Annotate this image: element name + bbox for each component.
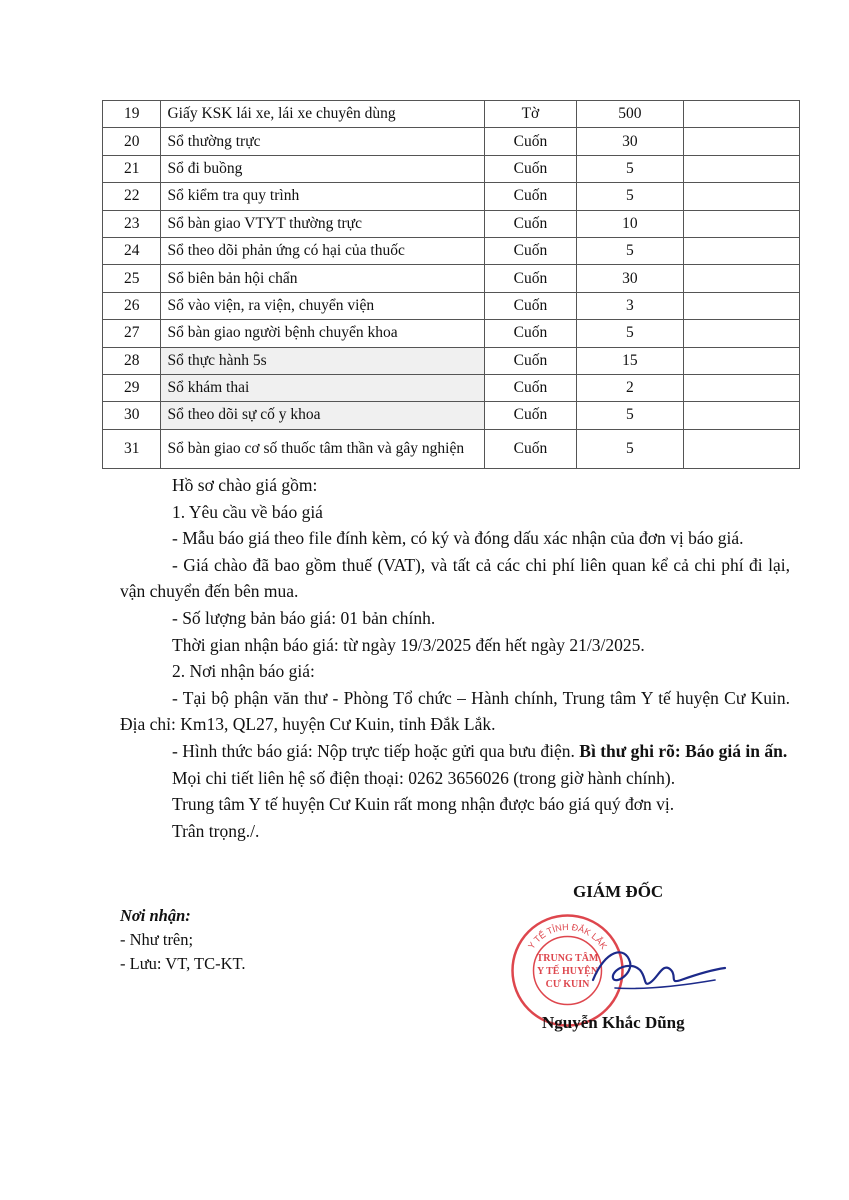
note-cell xyxy=(683,101,799,128)
envelope-note: Bì thư ghi rõ: Báo giá in ấn. xyxy=(579,740,788,761)
note-cell xyxy=(683,210,799,237)
row-number-cell: 26 xyxy=(103,292,161,319)
note-cell xyxy=(683,292,799,319)
recipients-title: Nơi nhận: xyxy=(120,906,191,925)
table-row xyxy=(103,374,800,401)
recipient-line: - Lưu: VT, TC-KT. xyxy=(120,954,246,973)
price-inclusion-requirement: - Giá chào đã bao gồm thuế (VAT), và tất cả các chi phí liên quan kể cả chi phí đi lại, vận chuyển đến bên mua. xyxy=(120,554,790,602)
receiving-address: - Tại bộ phận văn thư - Phòng Tổ chức – Hành chính, Trung tâm Y tế huyện Cư Kuin. Địa chỉ: Km13, QL27, huyện Cư Kuin, tỉnh Đắk Lắk. xyxy=(120,687,790,735)
section-1-heading: 1. Yêu cầu về báo giá xyxy=(172,501,323,522)
unit-cell: Cuốn xyxy=(484,183,576,210)
quote-form-requirement: - Mẫu báo giá theo file đính kèm, có ký và đóng dấu xác nhận của đơn vị báo giá. xyxy=(172,528,744,549)
item-name-cell: Sổ kiểm tra quy trình xyxy=(161,183,484,210)
table-row xyxy=(103,347,800,374)
table-row xyxy=(103,292,800,319)
table-row xyxy=(103,155,800,182)
table-row xyxy=(103,429,800,468)
recipients-block xyxy=(120,904,246,976)
unit-cell: Cuốn xyxy=(484,320,576,347)
row-number-cell: 31 xyxy=(103,429,161,468)
item-name-cell: Sổ bàn giao VTYT thường trực xyxy=(161,210,484,237)
item-name-cell: Sổ thường trực xyxy=(161,128,484,155)
quantity-cell: 2 xyxy=(577,374,684,401)
row-number-cell: 24 xyxy=(103,237,161,264)
note-cell xyxy=(683,183,799,210)
item-name-cell: Sổ đi buồng xyxy=(161,155,484,182)
row-number-cell: 30 xyxy=(103,402,161,429)
row-number-cell: 27 xyxy=(103,320,161,347)
quantity-cell: 5 xyxy=(577,183,684,210)
row-number-cell: 21 xyxy=(103,155,161,182)
table-row xyxy=(103,101,800,128)
recipient-line: - Như trên; xyxy=(120,930,194,949)
item-name-cell: Sổ khám thai xyxy=(161,374,484,401)
table-row xyxy=(103,237,800,264)
note-cell xyxy=(683,429,799,468)
receiving-period: Thời gian nhận báo giá: từ ngày 19/3/2025 đến hết ngày 21/3/2025. xyxy=(172,634,645,655)
table-row xyxy=(103,128,800,155)
quantity-cell: 10 xyxy=(577,210,684,237)
quantity-cell: 500 xyxy=(577,101,684,128)
unit-cell: Cuốn xyxy=(484,155,576,182)
row-number-cell: 29 xyxy=(103,374,161,401)
note-cell xyxy=(683,347,799,374)
item-name-cell: Sổ bàn giao cơ số thuốc tâm thần và gây nghiện xyxy=(161,429,484,468)
row-number-cell: 20 xyxy=(103,128,161,155)
director-title: GIÁM ĐỐC xyxy=(573,882,664,901)
unit-cell: Cuốn xyxy=(484,292,576,319)
contact-line: Mọi chi tiết liên hệ số điện thoại: 0262 3656026 (trong giờ hành chính). xyxy=(172,767,676,788)
unit-cell: Tờ xyxy=(484,101,576,128)
table-row xyxy=(103,265,800,292)
item-name-cell: Sổ theo dõi phản ứng có hại của thuốc xyxy=(161,237,484,264)
quantity-cell: 5 xyxy=(577,429,684,468)
quantity-cell: 5 xyxy=(577,237,684,264)
note-cell xyxy=(683,402,799,429)
row-number-cell: 22 xyxy=(103,183,161,210)
item-name-cell: Sổ thực hành 5s xyxy=(161,347,484,374)
quantity-cell: 30 xyxy=(577,265,684,292)
unit-cell: Cuốn xyxy=(484,210,576,237)
unit-cell: Cuốn xyxy=(484,237,576,264)
unit-cell: Cuốn xyxy=(484,347,576,374)
note-cell xyxy=(683,320,799,347)
seal-line: CƯ KUIN xyxy=(545,979,590,990)
unit-cell: Cuốn xyxy=(484,429,576,468)
unit-cell: Cuốn xyxy=(484,265,576,292)
row-number-cell: 25 xyxy=(103,265,161,292)
quantity-cell: 15 xyxy=(577,347,684,374)
note-cell xyxy=(683,237,799,264)
row-number-cell: 19 xyxy=(103,101,161,128)
seal-line: TRUNG TÂM xyxy=(536,953,599,964)
item-name-cell: Sổ bàn giao người bệnh chuyển khoa xyxy=(161,320,484,347)
submission-method xyxy=(120,738,790,765)
quotation-requirements xyxy=(120,472,790,844)
quantity-cell: 30 xyxy=(577,128,684,155)
table-row xyxy=(103,183,800,210)
submission-method-text: - Hình thức báo giá: Nộp trực tiếp hoặc gửi qua bưu điện. xyxy=(172,740,580,761)
row-number-cell: 28 xyxy=(103,347,161,374)
supplies-table xyxy=(102,100,800,469)
table-row xyxy=(103,402,800,429)
item-name-cell: Sổ biên bản hội chẩn xyxy=(161,265,484,292)
unit-cell: Cuốn xyxy=(484,374,576,401)
note-cell xyxy=(683,155,799,182)
item-name-cell: Sổ vào viện, ra viện, chuyển viện xyxy=(161,292,484,319)
regards-line: Trân trọng./. xyxy=(172,820,260,841)
section-2-heading: 2. Nơi nhận báo giá: xyxy=(172,661,315,682)
note-cell xyxy=(683,265,799,292)
note-cell xyxy=(683,128,799,155)
note-cell xyxy=(683,374,799,401)
quantity-cell: 5 xyxy=(577,402,684,429)
quantity-cell: 5 xyxy=(577,155,684,182)
table-row xyxy=(103,320,800,347)
item-name-cell: Sổ theo dõi sự cố y khoa xyxy=(161,402,484,429)
director-name: Nguyễn Khắc Dũng xyxy=(542,1013,685,1032)
quantity-cell: 3 xyxy=(577,292,684,319)
quantity-cell: 5 xyxy=(577,320,684,347)
copies-requirement: - Số lượng bản báo giá: 01 bản chính. xyxy=(172,607,436,628)
seal-line: Y TẾ HUYỆN xyxy=(536,966,599,977)
table-row xyxy=(103,210,800,237)
closing-line: Trung tâm Y tế huyện Cư Kuin rất mong nhận được báo giá quý đơn vị. xyxy=(172,794,675,815)
unit-cell: Cuốn xyxy=(484,128,576,155)
handwritten-signature xyxy=(585,940,730,1000)
dossier-heading: Hồ sơ chào giá gồm: xyxy=(172,475,318,495)
item-name-cell: Giấy KSK lái xe, lái xe chuyên dùng xyxy=(161,101,484,128)
row-number-cell: 23 xyxy=(103,210,161,237)
unit-cell: Cuốn xyxy=(484,402,576,429)
seal-ring-text: Y TẾ TỈNH ĐẮK LẮK xyxy=(526,921,609,951)
